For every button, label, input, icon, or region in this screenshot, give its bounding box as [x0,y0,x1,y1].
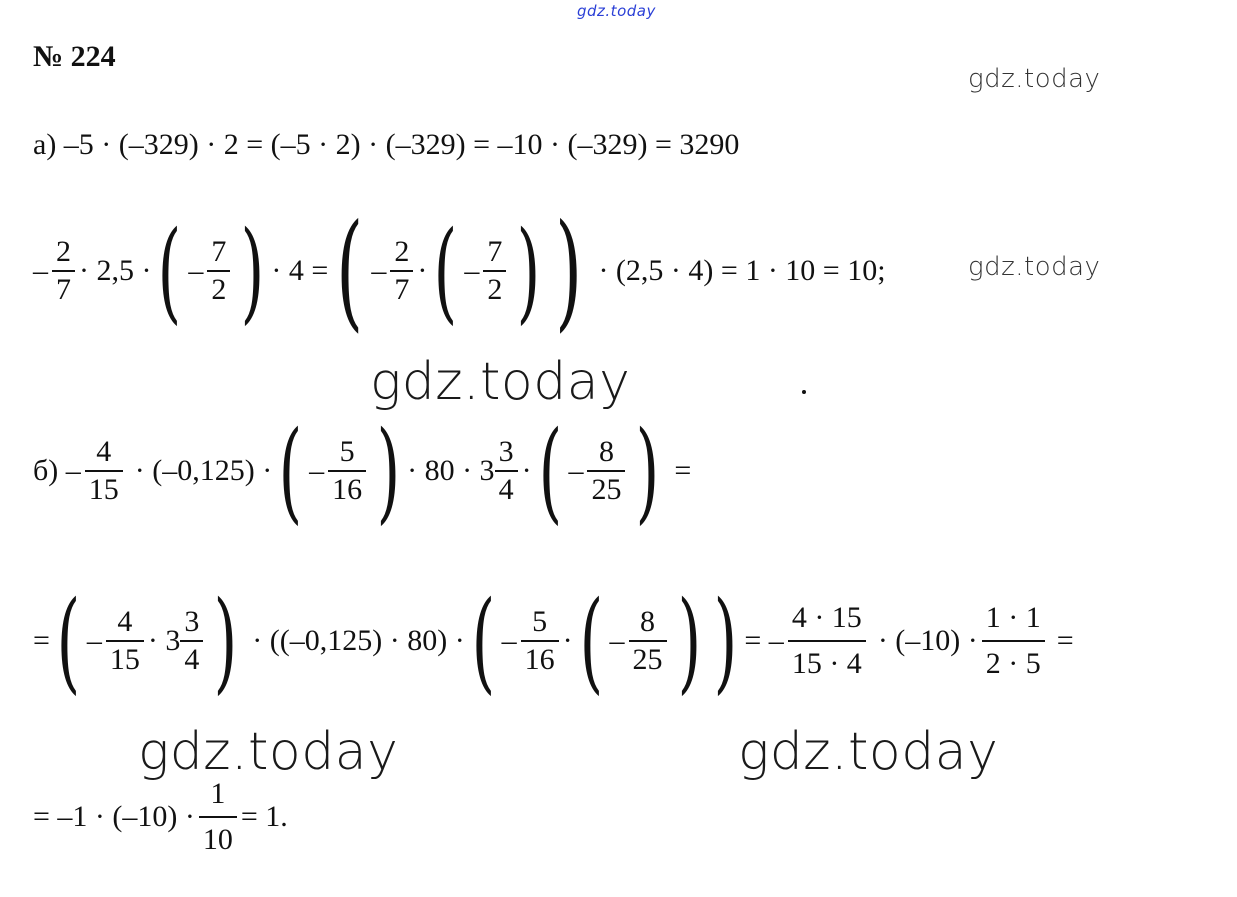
right-paren: ) [376,407,401,535]
numerator: 5 [339,435,355,469]
right-paren: ) [555,197,583,344]
line-b [33,407,692,535]
line-a-continued [33,197,886,344]
denominator: 4 [498,472,514,506]
denominator: 25 [632,642,663,676]
numerator: 5 [532,605,548,639]
line-result [33,762,288,872]
denominator: 16 [524,642,555,676]
numerator: 8 [598,435,614,469]
fraction [207,234,230,307]
fraction [982,596,1045,685]
text-segment: · 80 · 3 [407,454,495,487]
text-segment: · (–0,125) · [134,454,273,487]
numerator: 2 [56,235,71,269]
text-segment: · (2,5 · 4) = 1 · 10 = 10; [598,254,886,287]
right-paren: ) [677,577,701,705]
numerator: 2 [394,235,410,269]
right-paren: ) [714,577,738,705]
minus-sign: – [609,624,625,657]
equals-sign: = [33,624,50,657]
line-b-continued [33,577,1074,705]
watermark-bottom-left: gdz.today [138,722,399,782]
numerator: 8 [640,605,656,639]
minus-sign: – [86,624,102,657]
label-b: б) – [33,454,81,487]
fraction [788,596,866,685]
watermark-right-1: gdz.today [968,64,1101,94]
minus-sign: – [188,254,204,287]
denominator: 25 [591,472,622,506]
numerator: 3 [498,435,514,469]
left-paren: ( [158,207,182,335]
minus-sign: – [371,254,387,287]
numerator: 4 · 15 [791,601,862,635]
fraction [390,234,413,307]
denominator: 7 [394,272,410,306]
numerator: 7 [211,235,227,269]
denominator: 15 · 4 [791,646,862,680]
watermark-mid: gdz.today [370,352,631,412]
text-segment: = – [744,624,784,657]
left-paren: ( [434,207,458,335]
text-segment: = [674,454,692,487]
text-segment: · ((–0,125) · 80) · [252,624,465,657]
minus-sign: – [33,254,48,287]
right-paren: ) [636,407,660,535]
numerator: 1 · 1 [985,601,1041,635]
text-segment: · 2,5 · [79,254,152,287]
line-a-text: а) –5 · (–329) · 2 = (–5 · 2) · (–329) = –10 · (–329) = 3290 [33,128,740,161]
denominator: 15 [88,472,119,506]
denominator: 2 [211,272,227,306]
fraction [52,234,75,307]
text-segment: = 1. [240,800,288,833]
fraction [180,604,203,677]
fraction [106,604,144,677]
denominator: 4 [184,642,200,676]
numerator: 7 [487,235,503,269]
denominator: 2 · 5 [985,646,1041,680]
text-segment: · [562,624,573,657]
fraction [328,434,366,507]
text-segment: = [1056,624,1074,657]
text-segment: · 3 [147,624,181,657]
dot: · [417,254,428,287]
line-a [33,125,739,165]
denominator: 15 [109,642,140,676]
problem-number: № 224 [33,40,116,73]
numerator: 4 [96,435,112,469]
fraction [587,434,625,507]
right-paren: ) [214,577,238,705]
fraction [85,434,123,507]
watermark-bottom-right: gdz.today [738,722,999,782]
stray-dot [802,390,806,394]
fraction [495,434,518,507]
fraction [199,772,237,861]
left-paren: ( [579,577,603,705]
denominator: 7 [56,272,71,306]
minus-sign: – [464,254,480,287]
left-paren: ( [336,197,364,344]
minus-sign: – [309,454,325,487]
watermark-right-2: gdz.today [968,252,1101,282]
denominator: 2 [487,272,503,306]
left-paren: ( [56,577,81,705]
numerator: 4 [117,605,133,639]
fraction [521,604,559,677]
text-segment: · (–10) · [877,624,978,657]
left-paren: ( [278,407,303,535]
minus-sign: – [568,454,584,487]
denominator: 16 [332,472,363,506]
left-paren: ( [471,577,495,705]
numerator: 1 [210,777,226,811]
right-paren: ) [241,207,265,335]
fraction [629,604,667,677]
fraction [483,234,506,307]
denominator: 10 [202,822,233,856]
watermark-top: gdz.today [577,2,656,20]
text-segment: = –1 · (–10) · [33,800,195,833]
text-segment: · 4 = [271,254,329,287]
numerator: 3 [184,605,200,639]
minus-sign: – [501,624,517,657]
right-paren: ) [517,207,541,335]
text-segment: · [521,454,532,487]
left-paren: ( [538,407,562,535]
